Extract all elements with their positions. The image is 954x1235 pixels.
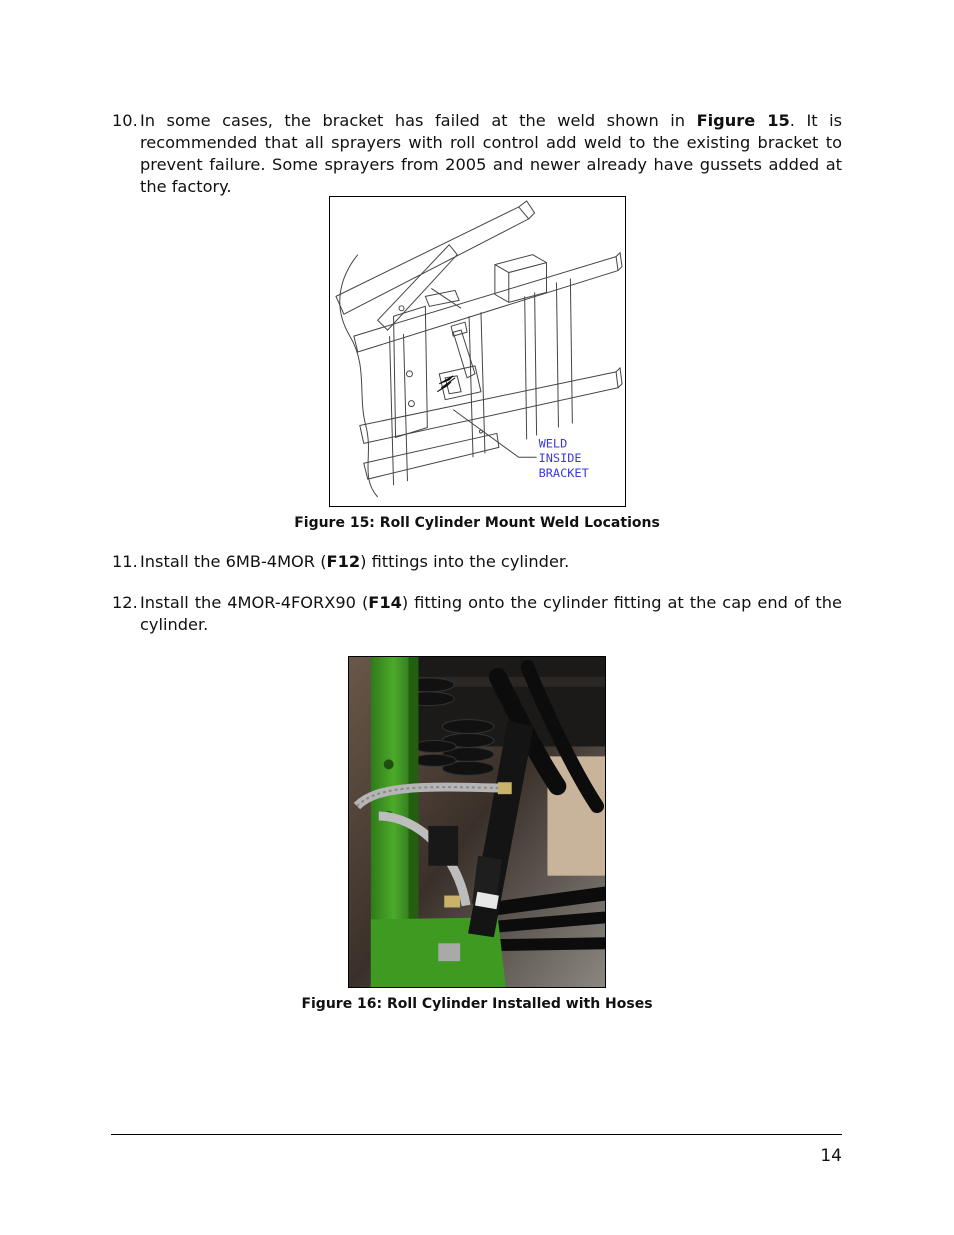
bracket-line-drawing xyxy=(330,197,625,506)
callout-line-1: WELD xyxy=(538,436,568,451)
fitting-reference: F12 xyxy=(326,552,361,571)
figure-16-photo xyxy=(348,656,606,988)
weld-callout xyxy=(539,436,589,480)
step-text: Install the 6MB-4MOR (F12) fittings into the cylinder. xyxy=(140,552,570,571)
step-number: 10. xyxy=(112,111,138,130)
cylinder-photo xyxy=(349,657,605,987)
step-number: 12. xyxy=(112,593,138,612)
page-number: 14 xyxy=(820,1146,842,1166)
fitting-reference: F14 xyxy=(368,593,402,612)
footer-rule xyxy=(111,1134,842,1135)
figure-15-caption: Figure 15: Roll Cylinder Mount Weld Locations xyxy=(294,515,660,531)
step-11 xyxy=(112,551,842,573)
step-text: Install the 4MOR-4FORX90 (F14) fitting onto the cylinder fitting at the cap end of the cylinder. xyxy=(140,593,842,634)
step-10 xyxy=(112,110,842,198)
callout-line-3: BRACKET xyxy=(538,466,589,481)
step-12 xyxy=(112,592,842,636)
figure-reference: Figure 15 xyxy=(696,111,790,130)
figure-15-drawing xyxy=(329,196,626,507)
callout-line-2: INSIDE xyxy=(538,451,582,466)
figure-16-caption: Figure 16: Roll Cylinder Installed with Hoses xyxy=(301,996,653,1012)
step-number: 11. xyxy=(112,552,138,571)
step-text: In some cases, the bracket has failed at the weld shown in Figure 15. It is recommended that all sprayers with roll control add weld to the existing bracket to prevent failure. Some sprayers from 2005 and newer already have gussets added at the factory. xyxy=(140,111,843,196)
